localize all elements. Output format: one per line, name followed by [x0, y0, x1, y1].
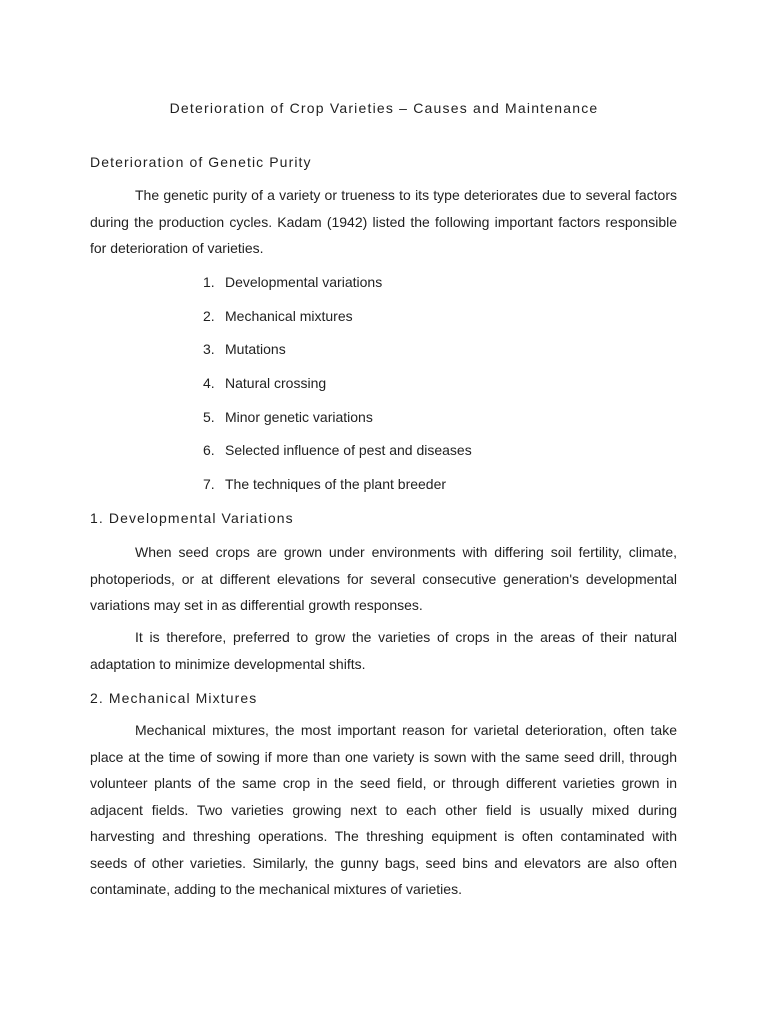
heading-mechanical-mixtures: 2. Mechanical Mixtures	[90, 690, 258, 706]
paragraph-mechanical-mixtures: Mechanical mixtures, the most important reason for varietal deterioration, often take place at the time of sowing if more than one variety is sown with the same seed drill, through volunteer plants of the same crop in the seed field, or through different varieties grown in adjacent fields. Two varieties growing next to each other field is usually mixed during harvesting and threshing operations. The threshing equipment is often contaminated with seeds of other varieties. Similarly, the gunny bags, seed bins and elevators are also often contaminate, adding to the mechanical mixtures of varieties.	[90, 722, 677, 897]
list-number: 2.	[203, 307, 215, 324]
paragraph-genetic-purity: The genetic purity of a variety or trueness to its type deteriorates due to several factors during the production cycles. Kadam (1942) listed the following important factors responsible for deterioration of varieties.	[90, 187, 677, 256]
factor-list	[203, 270, 472, 506]
list-text: Mechanical mixtures	[225, 307, 353, 324]
heading-genetic-purity: Deterioration of Genetic Purity	[90, 154, 312, 170]
paragraph-developmental-2: It is therefore, preferred to grow the varieties of crops in the areas of their natural adaptation to minimize developmental shifts.	[90, 629, 677, 672]
heading-developmental-variations: 1. Developmental Variations	[90, 510, 294, 526]
list-number: 6.	[203, 442, 215, 459]
list-text: Mutations	[225, 341, 286, 358]
list-number: 1.	[203, 274, 215, 290]
list-number: 7.	[203, 476, 215, 493]
list-number: 3.	[203, 341, 215, 358]
list-item	[203, 371, 472, 405]
list-number: 4.	[203, 375, 215, 392]
list-text: Selected influence of pest and diseases	[225, 442, 472, 459]
list-item	[203, 304, 472, 338]
list-text: Minor genetic variations	[225, 408, 373, 425]
list-item	[203, 438, 472, 472]
list-item	[203, 337, 472, 371]
paragraph-developmental-1: When seed crops are grown under environments with differing soil fertility, climate, photoperiods, or at different elevations for several consecutive generation's developmental variations may set in as differential growth responses.	[90, 544, 677, 613]
list-item	[203, 472, 472, 506]
document-title: Deterioration of Crop Varieties – Causes and Maintenance	[169, 100, 599, 116]
list-text: Natural crossing	[225, 375, 327, 392]
list-item	[203, 270, 472, 304]
list-item	[203, 405, 472, 439]
list-text: The techniques of the plant breeder	[225, 476, 447, 493]
list-text: Developmental variations	[225, 274, 383, 290]
list-number: 5.	[203, 408, 215, 425]
